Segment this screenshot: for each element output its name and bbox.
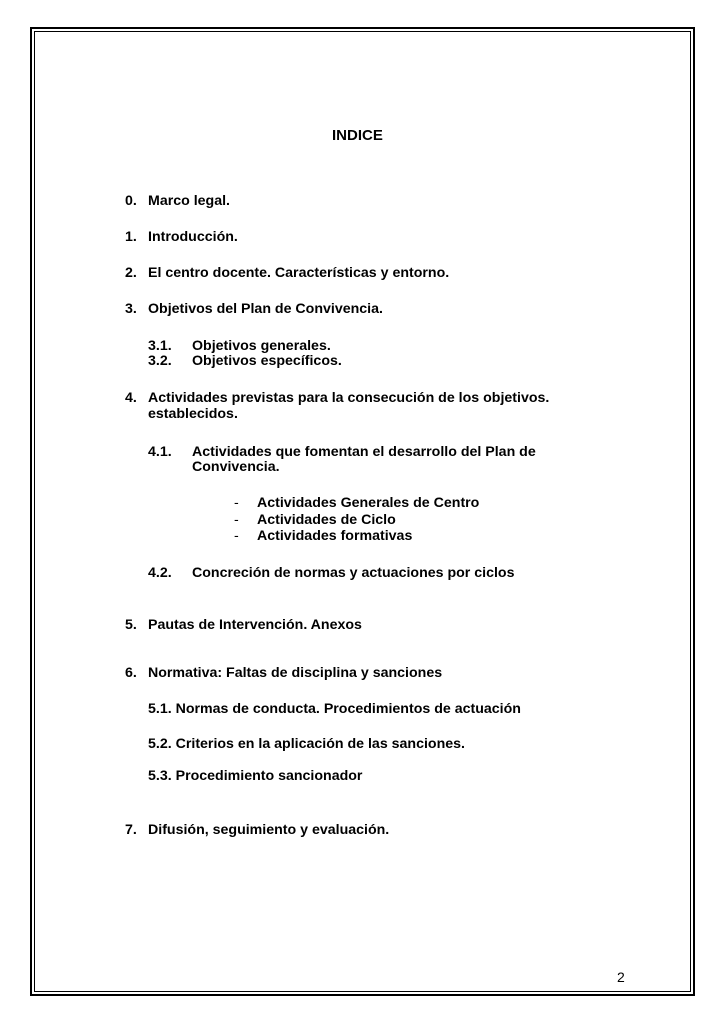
bullet-item: Actividades Generales de Centro — [257, 495, 480, 511]
toc-4-1-number: 4.1. — [148, 444, 172, 460]
toc-4-number: 4. — [125, 390, 137, 406]
index-title: INDICE — [332, 127, 383, 144]
toc-4-2-number: 4.2. — [148, 565, 172, 581]
bullet-item: Actividades formativas — [257, 528, 413, 544]
toc-5-label: Pautas de Intervención. Anexos — [148, 617, 362, 633]
page-number: 2 — [617, 969, 625, 985]
toc-0-label: Marco legal. — [148, 193, 231, 209]
toc-6-number: 6. — [125, 665, 137, 681]
toc-6-3-label: 5.3. Procedimiento sancionador — [148, 768, 363, 784]
toc-3-1-number: 3.1. — [148, 338, 172, 354]
toc-1-label: Introducción. — [148, 229, 238, 245]
toc-6-1-label: 5.1. Normas de conducta. Procedimientos de actuación — [148, 701, 521, 717]
toc-5-number: 5. — [125, 617, 137, 633]
toc-6-label: Normativa: Faltas de disciplina y sanciones — [148, 665, 443, 681]
toc-3-1-label: Objetivos generales. — [192, 338, 331, 354]
toc-4-2-label: Concreción de normas y actuaciones por ciclos — [192, 565, 515, 581]
toc-3-label: Objetivos del Plan de Convivencia. — [148, 301, 383, 317]
toc-2-number: 2. — [125, 265, 137, 281]
toc-0-number: 0. — [125, 193, 137, 209]
toc-3-2-number: 3.2. — [148, 353, 172, 369]
toc-4-1-label-line1: Actividades que fomentan el desarrollo del Plan de — [192, 444, 536, 460]
toc-7-label: Difusión, seguimiento y evaluación. — [148, 822, 390, 838]
toc-7-number: 7. — [125, 822, 137, 838]
bullet-item: Actividades de Ciclo — [257, 512, 396, 528]
toc-4-1-label-line2: Convivencia. — [192, 459, 280, 475]
toc-1-number: 1. — [125, 229, 137, 245]
toc-4-label-line2: establecidos. — [148, 406, 238, 422]
toc-3-number: 3. — [125, 301, 137, 317]
bullet-dash: - — [234, 528, 239, 544]
toc-4-label-line1: Actividades previstas para la consecución de los objetivos. — [148, 390, 550, 406]
toc-6-2-label: 5.2. Criterios en la aplicación de las sanciones. — [148, 736, 465, 752]
bullet-dash: - — [234, 495, 239, 511]
toc-3-2-label: Objetivos específicos. — [192, 353, 342, 369]
bullet-dash: - — [234, 512, 239, 528]
toc-2-label: El centro docente. Características y entorno. — [148, 265, 450, 281]
